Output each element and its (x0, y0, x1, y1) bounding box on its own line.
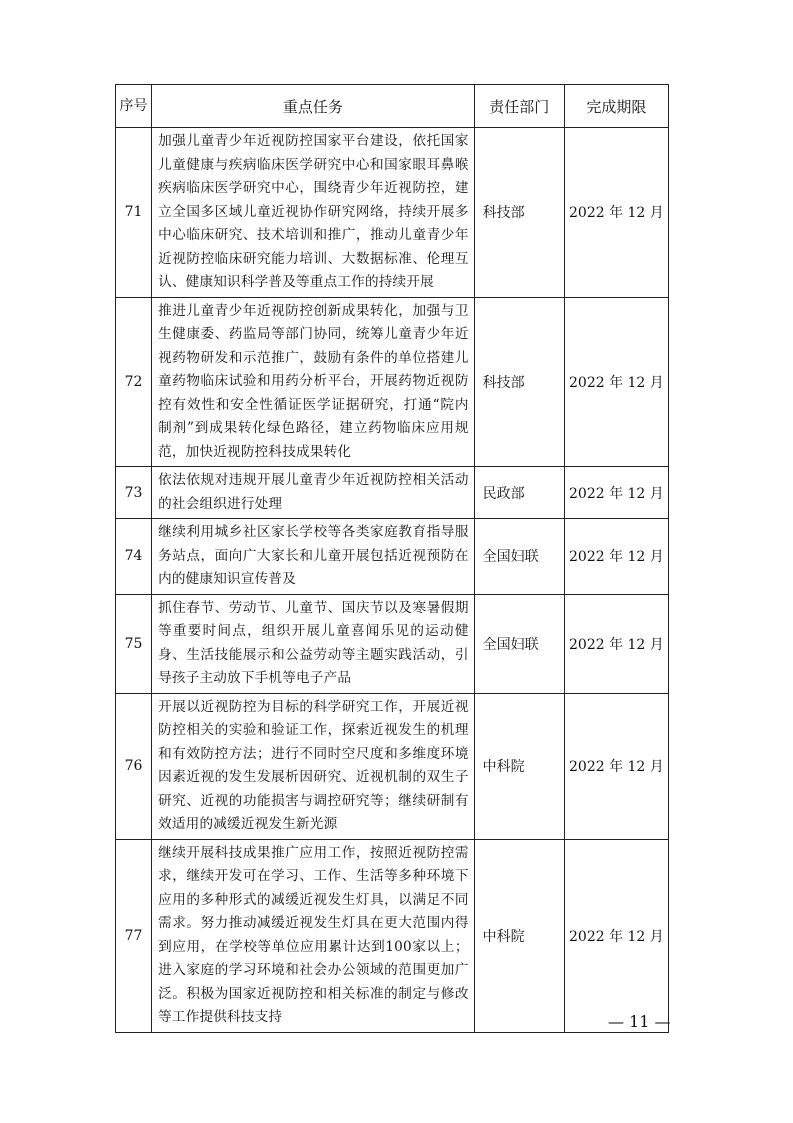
table-row (116, 839, 669, 1032)
row-department: 科技部 (474, 297, 564, 467)
header-deadline: 完成期限 (564, 85, 668, 128)
header-department: 责任部门 (474, 85, 564, 128)
row-task: 推进儿童青少年近视防控创新成果转化，加强与卫生健康委、药监局等部门协同，统筹儿童青少年近视药物研发和示范推广，鼓励有条件的单位搭建儿童药物临床试验和用药分析平台，开展药物近视防控有效性和安全性循证医学证据研究，打通“院内制剂”到成果转化绿色路径，建立药物临床应用规范，加快近视防控科技成果转化 (152, 297, 475, 467)
row-department: 全国妇联 (474, 594, 564, 693)
row-seq: 71 (116, 128, 152, 298)
row-deadline: 2022 年 12 月 (564, 519, 668, 595)
table-row (116, 519, 669, 595)
table-row (116, 297, 669, 467)
row-seq: 75 (116, 594, 152, 693)
task-table (115, 84, 669, 1033)
row-seq: 72 (116, 297, 152, 467)
row-department: 科技部 (474, 128, 564, 298)
row-seq: 73 (116, 467, 152, 519)
row-deadline: 2022 年 12 月 (564, 467, 668, 519)
row-department: 中科院 (474, 693, 564, 839)
row-seq: 76 (116, 693, 152, 839)
table-row (116, 467, 669, 519)
row-task: 继续开展科技成果推广应用工作，按照近视防控需求，继续开发可在学习、工作、生活等多种环境下应用的多种形式的减缓近视发生灯具，以满足不同需求。努力推动减缓近视发生灯具在更大范围内得到应用，在学校等单位应用累计达到100家以上；进入家庭的学习环境和社会办公领域的范围更加广泛。积极为国家近视防控和相关标准的制定与修改等工作提供科技支持 (152, 839, 475, 1032)
table-row (116, 693, 669, 839)
row-task: 继续利用城乡社区家长学校等各类家庭教育指导服务站点，面向广大家长和儿童开展包括近视预防在内的健康知识宣传普及 (152, 519, 475, 595)
row-deadline: 2022 年 12 月 (564, 693, 668, 839)
row-department: 全国妇联 (474, 519, 564, 595)
row-department: 民政部 (474, 467, 564, 519)
header-task: 重点任务 (152, 85, 475, 128)
header-seq: 序号 (116, 85, 152, 128)
row-deadline: 2022 年 12 月 (564, 594, 668, 693)
row-deadline: 2022 年 12 月 (564, 839, 668, 1032)
row-deadline: 2022 年 12 月 (564, 297, 668, 467)
row-task: 依法依规对违规开展儿童青少年近视防控相关活动的社会组织进行处理 (152, 467, 475, 519)
row-task: 抓住春节、劳动节、儿童节、国庆节以及寒暑假期等重要时间点，组织开展儿童喜闻乐见的运动健身、生活技能展示和公益劳动等主题实践活动，引导孩子主动放下手机等电子产品 (152, 594, 475, 693)
table-header-row (116, 85, 669, 128)
page-number: — 11 — (608, 1012, 671, 1031)
row-department: 中科院 (474, 839, 564, 1032)
row-seq: 74 (116, 519, 152, 595)
row-seq: 77 (116, 839, 152, 1032)
row-task: 加强儿童青少年近视防控国家平台建设，依托国家儿童健康与疾病临床医学研究中心和国家眼耳鼻喉疾病临床医学研究中心，围绕青少年近视防控，建立全国多区域儿童近视协作研究网络，持续开展多中心临床研究、技术培训和推广，推动儿童青少年近视防控临床研究能力培训、大数据标准、伦理互认、健康知识科学普及等重点工作的持续开展 (152, 128, 475, 298)
table-row (116, 594, 669, 693)
row-task: 开展以近视防控为目标的科学研究工作，开展近视防控相关的实验和验证工作，探索近视发生的机理和有效防控方法；进行不同时空尺度和多维度环境因素近视的发生发展析因研究、近视机制的双生子研究、近视的功能损害与调控研究等；继续研制有效适用的减缓近视发生新光源 (152, 693, 475, 839)
table-row (116, 128, 669, 298)
row-deadline: 2022 年 12 月 (564, 128, 668, 298)
